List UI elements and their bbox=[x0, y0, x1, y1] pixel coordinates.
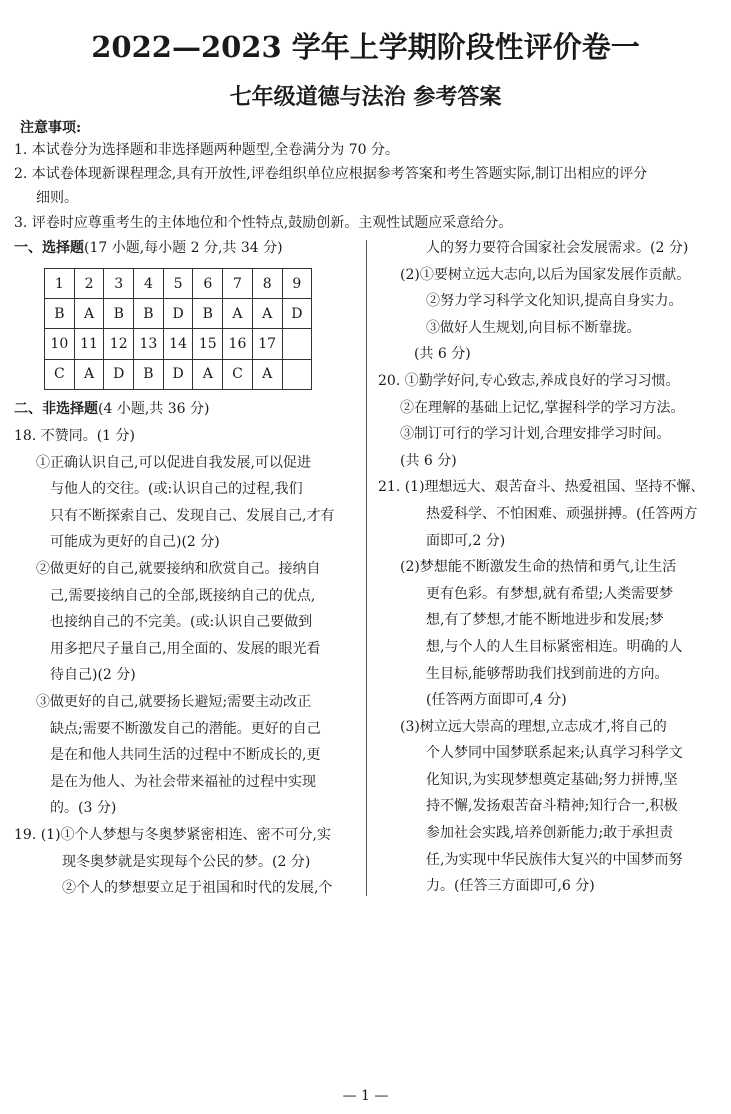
table-cell: D bbox=[104, 359, 134, 389]
answer-line: 更有色彩。有梦想,就有希望;人类需要梦 bbox=[426, 585, 674, 602]
answer-line: (2)①要树立远大志向,以后为国家发展作贡献。 bbox=[400, 266, 691, 283]
answer-line: 是在为他人、为社会带来福祉的过程中实现 bbox=[50, 773, 316, 790]
table-row bbox=[45, 329, 312, 359]
note-1: 1. 本试卷分为选择题和非选择题两种题型,全卷满分为 70 分。 bbox=[14, 142, 399, 158]
document-title: 2022—2023 学年上学期阶段性评价卷一 bbox=[91, 30, 640, 64]
answer-line: ③做好人生规划,向目标不断靠拢。 bbox=[426, 319, 641, 336]
table-cell: C bbox=[223, 359, 253, 389]
answer-line: 18. 不赞同。(1 分) bbox=[14, 428, 135, 444]
answer-line: 是在和他人共同生活的过程中不断成长的,更 bbox=[50, 747, 321, 764]
answer-line: 缺点;需要不断激发自己的潜能。更好的自己 bbox=[50, 720, 321, 737]
section-open-info: (4 小题,共 36 分) bbox=[98, 401, 210, 417]
table-cell: 7 bbox=[223, 269, 253, 299]
answer-line: 21. (1)理想远大、艰苦奋斗、热爱祖国、坚持不懈、 bbox=[378, 479, 705, 496]
table-cell bbox=[282, 329, 312, 359]
table-cell: 12 bbox=[104, 329, 134, 359]
table-cell: 15 bbox=[193, 329, 223, 359]
answer-line: 生目标,能够帮助我们找到前进的方向。 bbox=[426, 665, 669, 682]
answer-line: 现冬奥梦就是实现每个公民的梦。(2 分) bbox=[62, 853, 311, 870]
page-number: — 1 — bbox=[342, 1088, 389, 1104]
table-cell: 4 bbox=[134, 269, 164, 299]
answer-line: 19. (1)①个人梦想与冬奥梦紧密相连、密不可分,实 bbox=[14, 826, 331, 843]
answer-line: (2)梦想能不断激发生命的热情和勇气,让生活 bbox=[400, 559, 677, 576]
answer-line: (共 6 分) bbox=[400, 452, 457, 469]
answer-line: 个人梦同中国梦联系起来;认真学习科学文 bbox=[426, 745, 683, 762]
answer-line: 可能成为更好的自己)(2 分) bbox=[50, 534, 220, 551]
table-cell: B bbox=[193, 299, 223, 329]
answer-line: 参加社会实践,培养创新能力;敢于承担责 bbox=[426, 825, 674, 842]
note-2: 2. 本试卷体现新课程理念,具有开放性,评卷组织单位应根据参考答案和考生答题实际,制订出相应的评分 bbox=[14, 166, 648, 182]
table-cell: A bbox=[74, 359, 104, 389]
note-2-continued: 细则。 bbox=[36, 190, 78, 206]
table-cell: 5 bbox=[163, 269, 193, 299]
answer-line: ②个人的梦想要立足于祖国和时代的发展,个 bbox=[62, 880, 333, 897]
left-column-answers bbox=[14, 423, 364, 902]
right-column-answers bbox=[378, 235, 723, 900]
table-cell: B bbox=[104, 299, 134, 329]
table-cell: D bbox=[163, 299, 193, 329]
table-cell: 14 bbox=[163, 329, 193, 359]
answer-line: ①正确认识自己,可以促进自我发展,可以促进 bbox=[36, 454, 311, 471]
table-cell: 13 bbox=[134, 329, 164, 359]
answer-line: (3)树立远大崇高的理想,立志成才,将自己的 bbox=[400, 718, 667, 735]
table-cell: 6 bbox=[193, 269, 223, 299]
table-cell: B bbox=[45, 299, 75, 329]
table-cell: A bbox=[223, 299, 253, 329]
answer-line: 持不懈,发扬艰苦奋斗精神;知行合一,积极 bbox=[426, 798, 678, 815]
answer-line: 热爱科学、不怕困难、顽强拼搏。(任答两方 bbox=[426, 505, 698, 522]
answer-line: 与他人的交往。(或:认识自己的过程,我们 bbox=[50, 481, 303, 498]
table-cell: 1 bbox=[45, 269, 75, 299]
column-divider bbox=[366, 240, 367, 896]
answer-line: 只有不断探索自己、发现自己、发展自己,才有 bbox=[50, 507, 335, 524]
note-3: 3. 评卷时应尊重考生的主体地位和个性特点,鼓励创新。主观性试题应采意给分。 bbox=[14, 215, 513, 231]
answer-line: ②在理解的基础上记忆,掌握科学的学习方法。 bbox=[400, 399, 685, 416]
section-choice-title: 一、选择题 bbox=[14, 240, 84, 256]
answer-line: 想,与个人的人生目标紧密相连。明确的人 bbox=[426, 638, 683, 655]
answer-line: 待自己)(2 分) bbox=[50, 667, 136, 684]
answer-line: 的。(3 分) bbox=[50, 800, 117, 817]
answer-line: 20. ①勤学好问,专心致志,养成良好的学习习惯。 bbox=[378, 372, 680, 389]
answer-line: 任,为实现中华民族伟大复兴的中国梦而努 bbox=[426, 851, 683, 868]
section-choice-info: (17 小题,每小题 2 分,共 34 分) bbox=[84, 240, 283, 256]
table-cell: A bbox=[252, 299, 282, 329]
table-row bbox=[45, 359, 312, 389]
answer-line: 想,有了梦想,才能不断地进步和发展;梦 bbox=[426, 612, 664, 629]
answer-line: ③做更好的自己,就要扬长避短;需要主动改正 bbox=[36, 693, 312, 710]
table-row bbox=[45, 269, 312, 299]
answer-line: 用多把尺子量自己,用全面的、发展的眼光看 bbox=[50, 640, 321, 657]
table-cell: A bbox=[252, 359, 282, 389]
table-cell: 16 bbox=[223, 329, 253, 359]
table-cell: 10 bbox=[45, 329, 75, 359]
answer-line: 化知识,为实现梦想奠定基础;努力拼博,坚 bbox=[426, 771, 678, 788]
answer-line: 力。(任答三方面即可,6 分) bbox=[426, 878, 595, 895]
table-cell: 3 bbox=[104, 269, 134, 299]
table-cell: B bbox=[134, 359, 164, 389]
section-open-title: 二、非选择题 bbox=[14, 401, 98, 417]
table-cell: C bbox=[45, 359, 75, 389]
section-choice-heading bbox=[14, 235, 283, 262]
table-cell: B bbox=[134, 299, 164, 329]
answer-table bbox=[44, 268, 312, 390]
table-cell: 11 bbox=[74, 329, 104, 359]
table-cell bbox=[282, 359, 312, 389]
table-cell: A bbox=[74, 299, 104, 329]
table-cell: D bbox=[282, 299, 312, 329]
answer-line: 人的努力要符合国家社会发展需求。(2 分) bbox=[426, 240, 689, 256]
answer-line: ③制订可行的学习计划,合理安排学习时间。 bbox=[400, 426, 671, 443]
table-cell: 8 bbox=[252, 269, 282, 299]
notes-heading: 注意事项: bbox=[20, 120, 82, 136]
answer-line: 己,需要接纳自己的全部,既接纳自己的优点, bbox=[50, 587, 316, 604]
section-open-heading bbox=[14, 396, 209, 423]
table-cell: A bbox=[193, 359, 223, 389]
table-row bbox=[45, 299, 312, 329]
document-subtitle: 七年级道德与法治 参考答案 bbox=[229, 84, 502, 110]
answer-line: ②努力学习科学文化知识,提高自身实力。 bbox=[426, 293, 683, 310]
answer-line: 也接纳自己的不完美。(或:认识自己要做到 bbox=[50, 614, 313, 631]
table-cell: 2 bbox=[74, 269, 104, 299]
answer-line: 面即可,2 分) bbox=[426, 532, 506, 549]
answer-line: ②做更好的自己,就要接纳和欣赏自己。接纳自 bbox=[36, 560, 321, 577]
table-cell: 9 bbox=[282, 269, 312, 299]
answer-line: (共 6 分) bbox=[414, 346, 471, 363]
table-cell: D bbox=[163, 359, 193, 389]
answer-line: (任答两方面即可,4 分) bbox=[426, 692, 567, 709]
table-cell: 17 bbox=[252, 329, 282, 359]
